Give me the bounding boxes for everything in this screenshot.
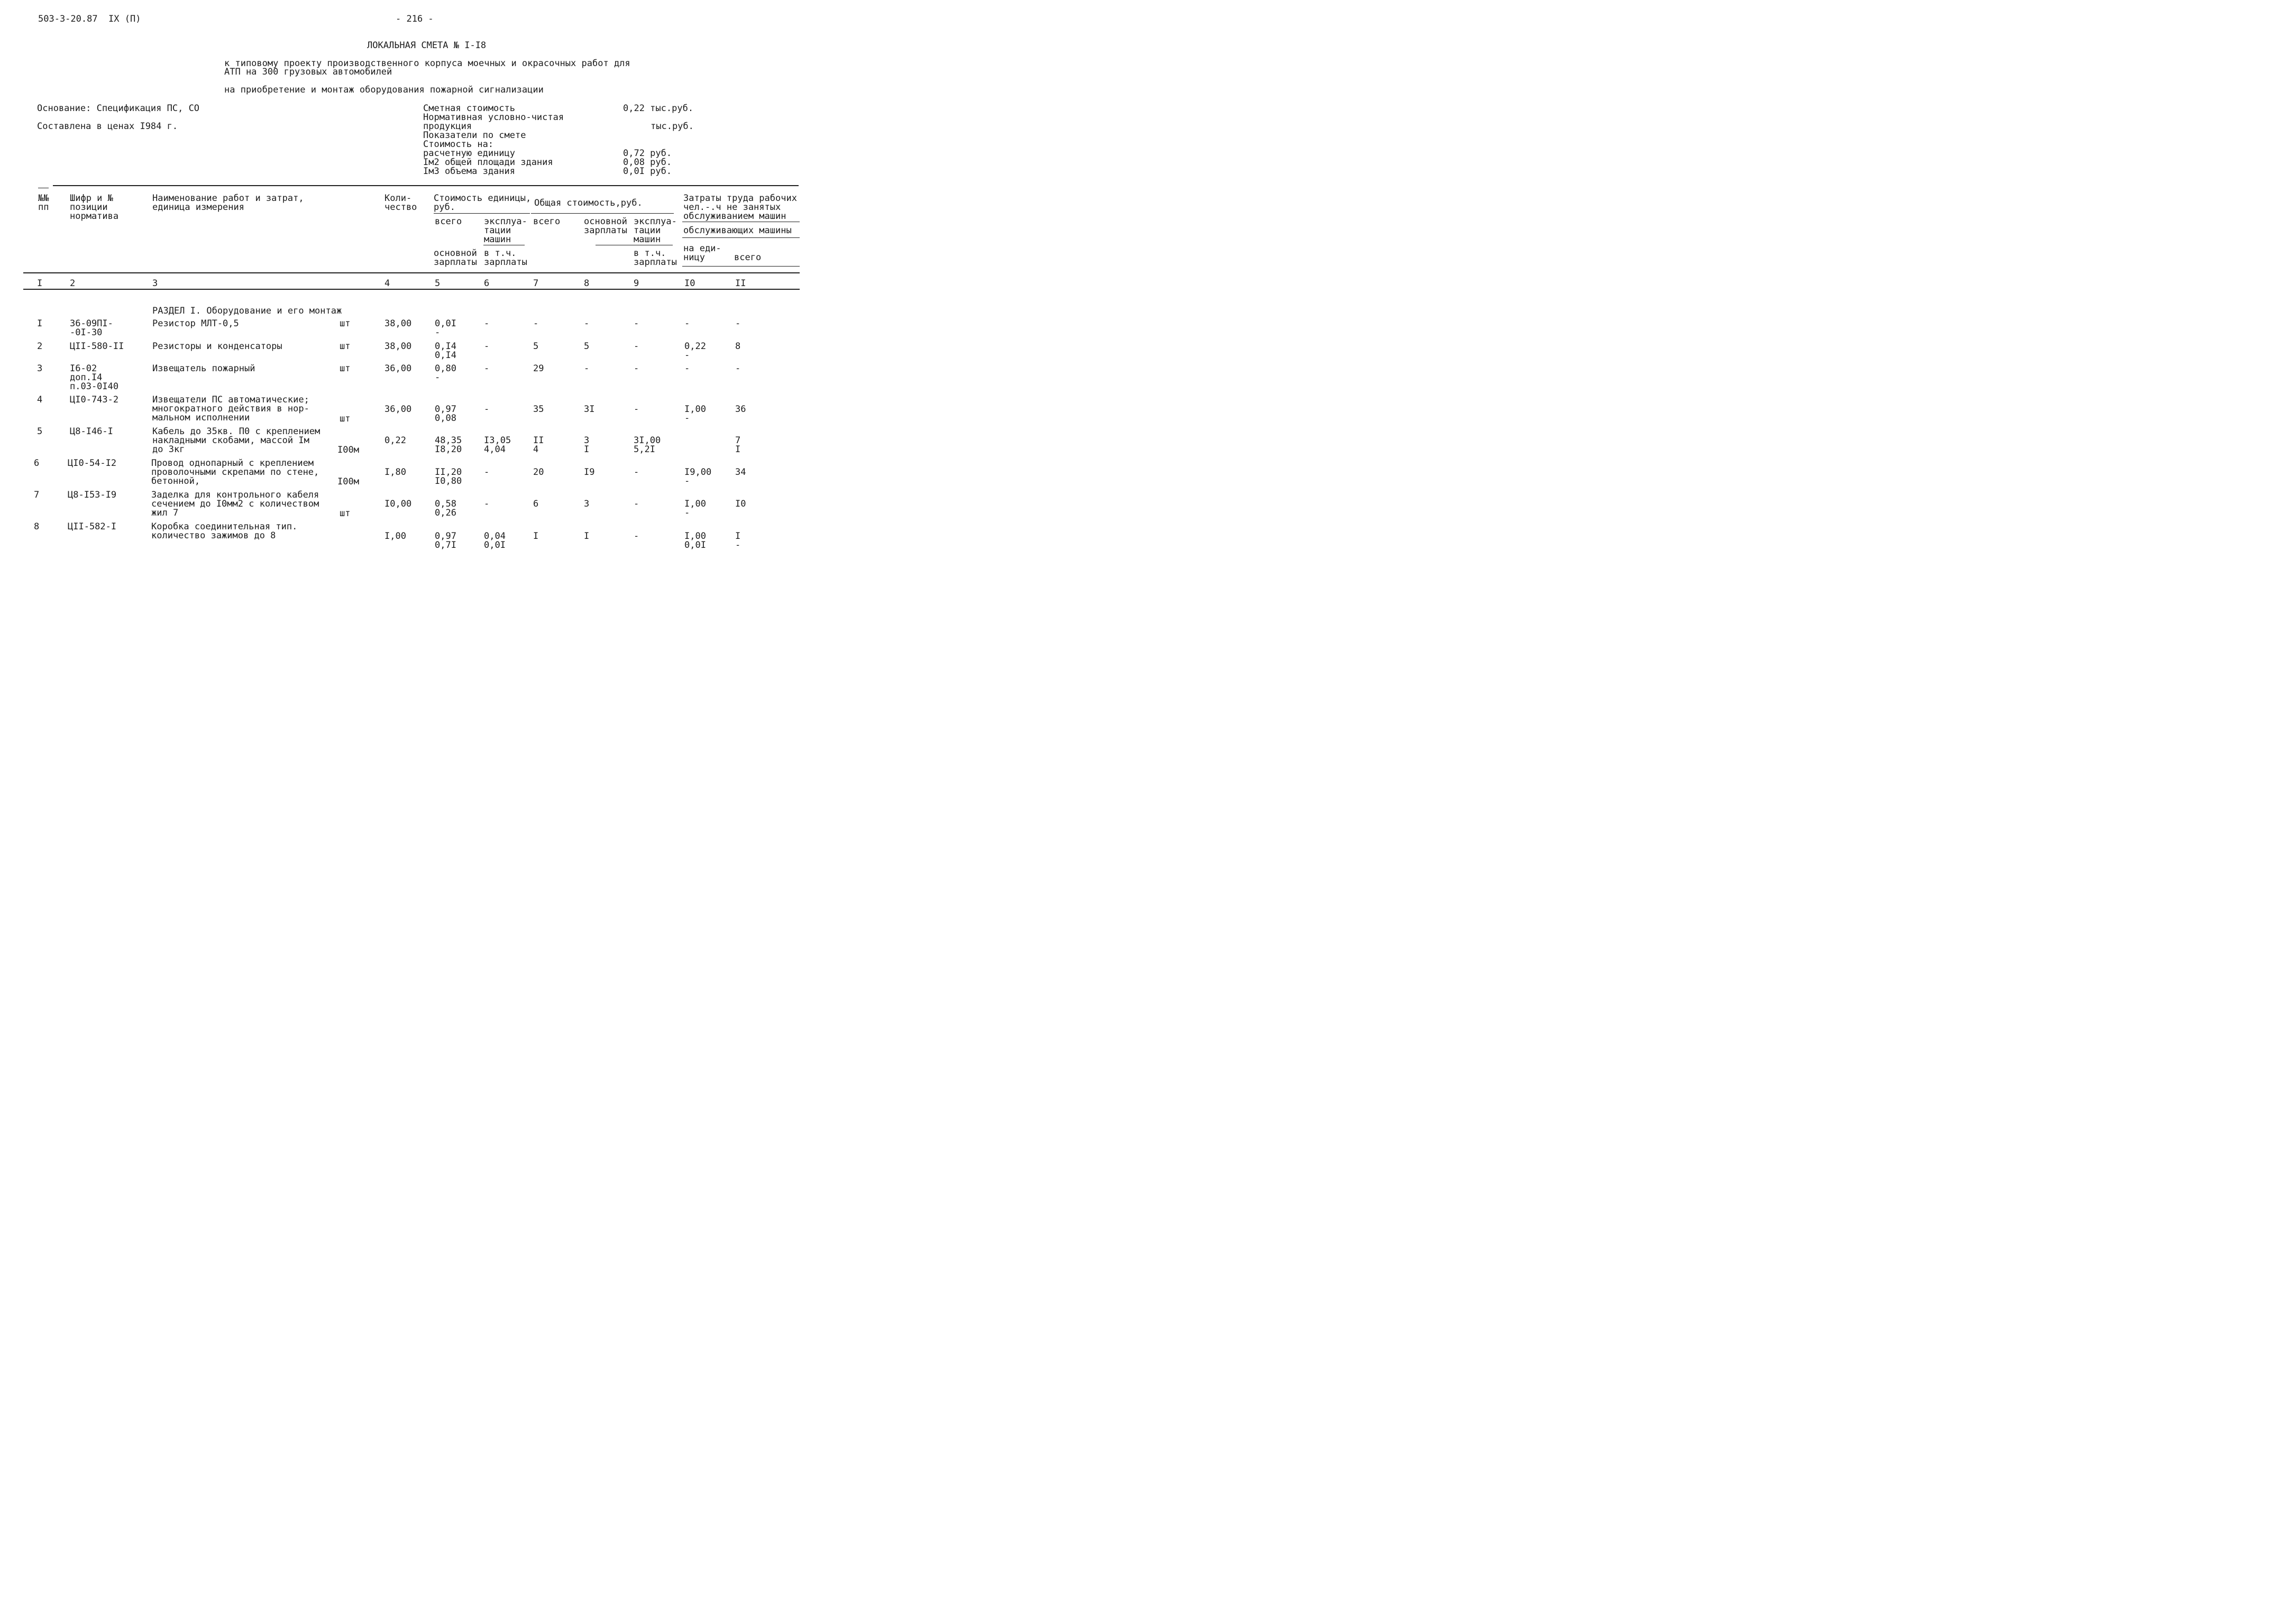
row-name: Заделка для контрольного кабеля сечением до I0мм2 с количеством жил 7: [151, 490, 319, 518]
prices-line: Составлена в ценах I984 г.: [37, 121, 178, 132]
row-total: I: [533, 531, 539, 542]
row-labor-unit: I,00 -: [684, 499, 706, 518]
header-unit-machine: эксплуа- тации машин: [484, 216, 527, 245]
row-number: 7: [34, 490, 40, 500]
row-qty: 38,00: [384, 341, 412, 352]
row-total: 29: [533, 363, 544, 374]
row-unit: I00м: [337, 445, 359, 455]
row-total-machine: -: [634, 404, 639, 415]
header-unit-wage: основной зарплаты: [434, 248, 477, 268]
row-qty: 38,00: [384, 318, 412, 329]
row-unit: шт: [340, 318, 351, 329]
row-name: Кабель до 35кв. П0 с креплением накладными скобами, массой Iм до 3кг: [152, 426, 321, 455]
row-total-machine: -: [634, 499, 639, 509]
area-value: 0,08 руб.: [623, 157, 672, 168]
row-unit-machine: -: [484, 341, 490, 352]
row-total-wage: I: [584, 531, 590, 542]
row-unit-machine: -: [484, 363, 490, 374]
header-labor: Затраты труда рабочих чел.-.ч не занятых обслуживанием машин: [683, 193, 797, 222]
volume-label: Iм3 объема здания: [423, 166, 515, 177]
row-unit-machine: -: [484, 499, 490, 509]
row-labor-total: I0: [735, 499, 746, 509]
col-number: 2: [70, 278, 76, 289]
row-unit-cost: 0,97 0,08: [435, 404, 456, 424]
normative-label-2: продукция: [423, 121, 472, 132]
header-tot-wage: основной зарплаты: [584, 216, 627, 236]
row-qty: 36,00: [384, 363, 412, 374]
row-total-machine: -: [634, 318, 639, 329]
subtitle-line-1: к типовому проекту производственного корпуса моечных и окрасочных работ для: [224, 58, 630, 69]
row-code: ЦI0-743-2: [70, 394, 119, 405]
unit-cost-rule: [434, 213, 530, 214]
row-number: 4: [37, 394, 43, 405]
row-unit-cost: 0,I4 0,I4: [435, 341, 456, 361]
row-number: I: [37, 318, 43, 329]
row-number: 2: [37, 341, 43, 352]
header-unit-total: всего: [435, 216, 462, 227]
row-unit: шт: [340, 341, 351, 352]
document-title: ЛОКАЛЬНАЯ СМЕТА № I-I8: [367, 40, 487, 51]
col-number: 5: [435, 278, 441, 289]
row-unit-machine: -: [484, 318, 490, 329]
row-total: 5: [533, 341, 539, 352]
row-code: Ц8-I46-I: [70, 426, 113, 437]
header-unit-cost: Стоимость единицы, руб.: [434, 193, 532, 213]
row-total: 6: [533, 499, 539, 509]
row-total-wage: 3I: [584, 404, 595, 415]
header-tot-incl: в т.ч. зарплаты: [634, 248, 677, 268]
row-labor-total: -: [735, 318, 741, 329]
cost-per-label: Стоимость на:: [423, 139, 494, 150]
row-unit-machine: 0,04 0,0I: [484, 531, 506, 550]
row-number: 8: [34, 521, 40, 532]
header-bottom-right-rule: [682, 266, 800, 267]
row-name: Коробка соединительная тип. количество зажимов до 8: [151, 521, 298, 541]
header-tot-total: всего: [533, 216, 561, 227]
header-tot-machine: эксплуа- тации машин: [634, 216, 677, 245]
calc-unit-value: 0,72 руб.: [623, 148, 672, 159]
row-unit: шт: [340, 414, 351, 424]
row-total: -: [533, 318, 539, 329]
calc-unit-label: расчетную единицу: [423, 148, 515, 159]
basis-line: Основание: Спецификация ПС, СО: [37, 103, 200, 114]
header-num: №№ пп: [38, 193, 49, 213]
col-number: 9: [634, 278, 639, 289]
row-labor-unit: -: [684, 318, 690, 329]
row-labor-total: 7 I: [735, 435, 741, 455]
row-total-wage: -: [584, 318, 590, 329]
row-labor-total: 36: [735, 404, 746, 415]
normative-unit: тыс.руб.: [651, 121, 694, 132]
row-labor-unit: I,00 0,0I: [684, 531, 706, 550]
row-total: II 4: [533, 435, 544, 455]
page-number: - 216 -: [396, 14, 434, 24]
col-number: 7: [533, 278, 539, 289]
row-total-machine: 3I,00 5,2I: [634, 435, 661, 455]
estimated-cost-value: 0,22 тыс.руб.: [623, 103, 694, 114]
row-total-wage: 3 I: [584, 435, 590, 455]
row-code: ЦII-580-II: [70, 341, 124, 352]
row-unit-cost: 0,58 0,26: [435, 499, 456, 518]
row-unit-cost: 0,0I -: [435, 318, 456, 338]
row-number: 6: [34, 458, 40, 469]
subject-line: на приобретение и монтаж оборудования пожарной сигнализации: [224, 85, 544, 95]
col-number: 6: [484, 278, 490, 289]
row-total-wage: 5: [584, 341, 590, 352]
row-labor-total: -: [735, 363, 741, 374]
row-name: Резистор МЛТ-0,5: [152, 318, 239, 329]
row-total: 35: [533, 404, 544, 415]
col-number: 4: [384, 278, 390, 289]
area-label: Iм2 общей площади здания: [423, 157, 553, 168]
column-numbers-rule: [23, 289, 800, 290]
row-total-machine: -: [634, 363, 639, 374]
row-name: Провод однопарный с креплением проволочными скрепами по стене, бетонной,: [151, 458, 319, 487]
header-code: Шифр и № позиции норматива: [70, 193, 119, 222]
header-per-unit: на еди- ницу: [683, 243, 721, 263]
row-total-wage: 3: [584, 499, 590, 509]
row-code: ЦII-582-I: [68, 521, 117, 532]
row-qty: I,00: [384, 531, 406, 542]
volume-value: 0,0I руб.: [623, 166, 672, 177]
doc-code: 503-3-20.87 IX (П): [38, 14, 141, 24]
header-all: всего: [734, 252, 762, 263]
labor-rule-2: [682, 237, 800, 238]
row-qty: 0,22: [384, 435, 406, 446]
row-unit-machine: -: [484, 404, 490, 415]
row-labor-total: I -: [735, 531, 741, 550]
row-code: I6-02 доп.I4 п.03-0I40: [70, 363, 119, 392]
header-unit-incl: в т.ч. зарплаты: [484, 248, 527, 268]
row-number: 5: [37, 426, 43, 437]
row-labor-unit: I9,00 -: [684, 467, 712, 487]
header-top-rule: [53, 185, 799, 186]
col-number: 8: [584, 278, 590, 289]
row-unit-cost: 0,97 0,7I: [435, 531, 456, 550]
col-number: II: [735, 278, 746, 289]
subtitle-line-2: АТП на 300 грузовых автомобилей: [224, 67, 392, 77]
estimated-cost-label: Сметная стоимость: [423, 103, 515, 114]
row-number: 3: [37, 363, 43, 374]
header-qty: Коли- чество: [384, 193, 417, 213]
row-total-wage: -: [584, 363, 590, 374]
col-number: 3: [152, 278, 158, 289]
row-name: Резисторы и конденсаторы: [152, 341, 282, 352]
row-unit: I00м: [337, 476, 359, 487]
row-labor-unit: -: [684, 363, 690, 374]
row-total-machine: -: [634, 341, 639, 352]
row-unit-machine: I3,05 4,04: [484, 435, 511, 455]
row-total-wage: I9: [584, 467, 595, 478]
section-title: РАЗДЕЛ I. Оборудование и его монтаж: [152, 306, 342, 316]
row-total-machine: -: [634, 467, 639, 478]
total-cost-rule: [531, 213, 674, 214]
row-labor-unit: 0,22 -: [684, 341, 706, 361]
header-labor-sub: обслуживающих машины: [683, 225, 792, 236]
row-unit: шт: [340, 363, 351, 374]
row-total-machine: -: [634, 531, 639, 542]
row-code: Ц8-I53-I9: [68, 490, 117, 500]
row-code: ЦI0-54-I2: [68, 458, 117, 469]
row-unit-cost: 48,35 I8,20: [435, 435, 462, 455]
row-labor-unit: I,00 -: [684, 404, 706, 424]
col-number: I: [37, 278, 43, 289]
normative-label-1: Нормативная условно-чистая: [423, 112, 564, 123]
header-name: Наименование работ и затрат, единица измерения: [152, 193, 304, 213]
row-qty: 36,00: [384, 404, 412, 415]
row-unit-cost: 0,80 -: [435, 363, 456, 383]
indicators-label: Показатели по смете: [423, 130, 526, 141]
row-qty: I0,00: [384, 499, 412, 509]
header-bottom-rule: [23, 272, 800, 273]
row-name: Извещатели ПС автоматические; многократного действия в нор- мальном исполнении: [152, 394, 309, 423]
row-total: 20: [533, 467, 544, 478]
row-unit: шт: [340, 508, 351, 519]
document-page: [0, 0, 818, 581]
row-name: Извещатель пожарный: [152, 363, 255, 374]
row-labor-total: 34: [735, 467, 746, 478]
row-labor-total: 8: [735, 341, 741, 352]
col-number: I0: [684, 278, 695, 289]
row-unit-machine: -: [484, 467, 490, 478]
row-code: 36-09ПI- -0I-30: [70, 318, 113, 338]
row-qty: I,80: [384, 467, 406, 478]
header-total-cost: Общая стоимость,руб.: [534, 198, 643, 208]
row-unit-cost: II,20 I0,80: [435, 467, 462, 487]
